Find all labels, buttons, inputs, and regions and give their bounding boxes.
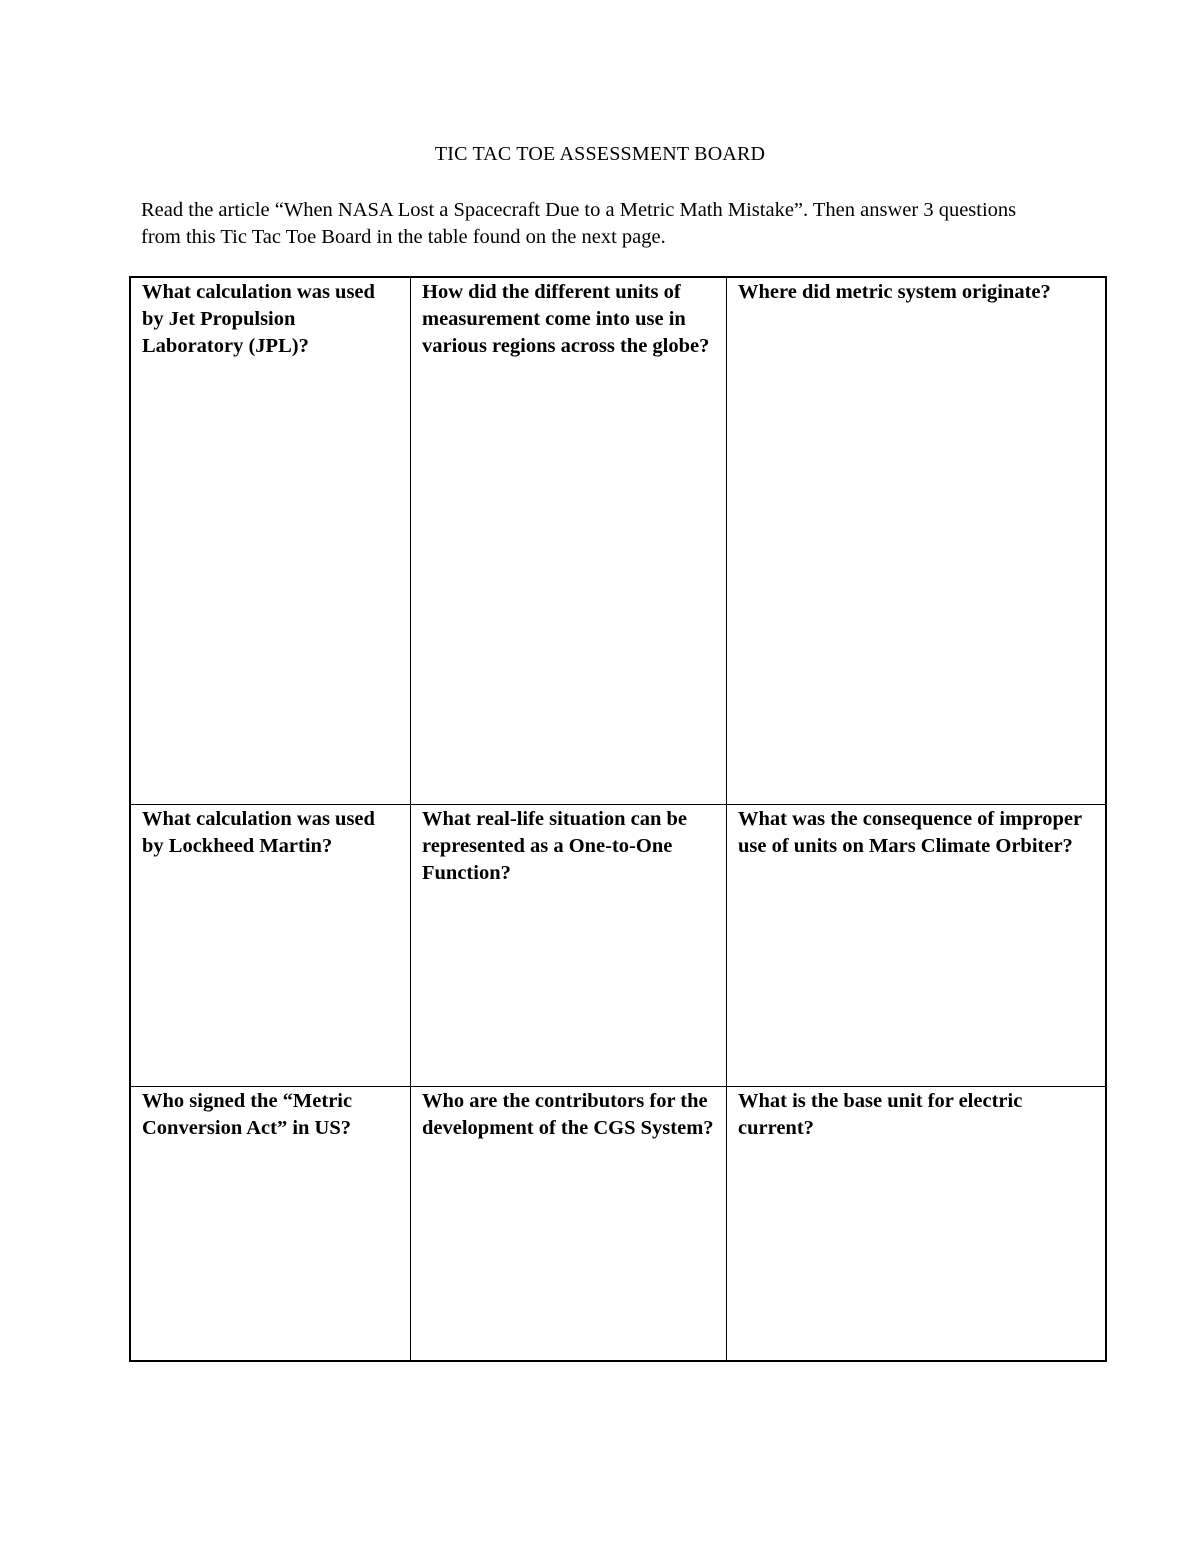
board-cell[interactable]: Who are the contributors for the development of the CGS System? (411, 1087, 727, 1362)
board-row (130, 1087, 1106, 1362)
board-cell[interactable]: What was the consequence of improper use of units on Mars Climate Orbiter? (727, 805, 1107, 1087)
instructions-paragraph: Read the article “When NASA Lost a Spacecraft Due to a Metric Math Mistake”. Then answer 3 questions from this Tic Tac Toe Board in the table found on the next page. (141, 199, 1017, 248)
board-cell[interactable]: What real-life situation can be represented as a One-to-One Function? (411, 805, 727, 1087)
board-cell[interactable]: What is the base unit for electric current? (727, 1087, 1107, 1362)
board-cell[interactable]: How did the different units of measurement come into use in various regions across the globe? (411, 277, 727, 805)
board-cell[interactable]: What calculation was used by Jet Propulsion Laboratory (JPL)? (130, 277, 411, 805)
tic-tac-toe-board (129, 276, 1107, 1362)
board-row (130, 805, 1106, 1087)
board-row (130, 277, 1106, 805)
board-cell[interactable]: Who signed the “Metric Conversion Act” in US? (130, 1087, 411, 1362)
board-cell[interactable]: Where did metric system originate? (727, 277, 1107, 805)
board-cell[interactable]: What calculation was used by Lockheed Martin? (130, 805, 411, 1087)
page-title: TIC TAC TOE ASSESSMENT BOARD (434, 143, 766, 165)
